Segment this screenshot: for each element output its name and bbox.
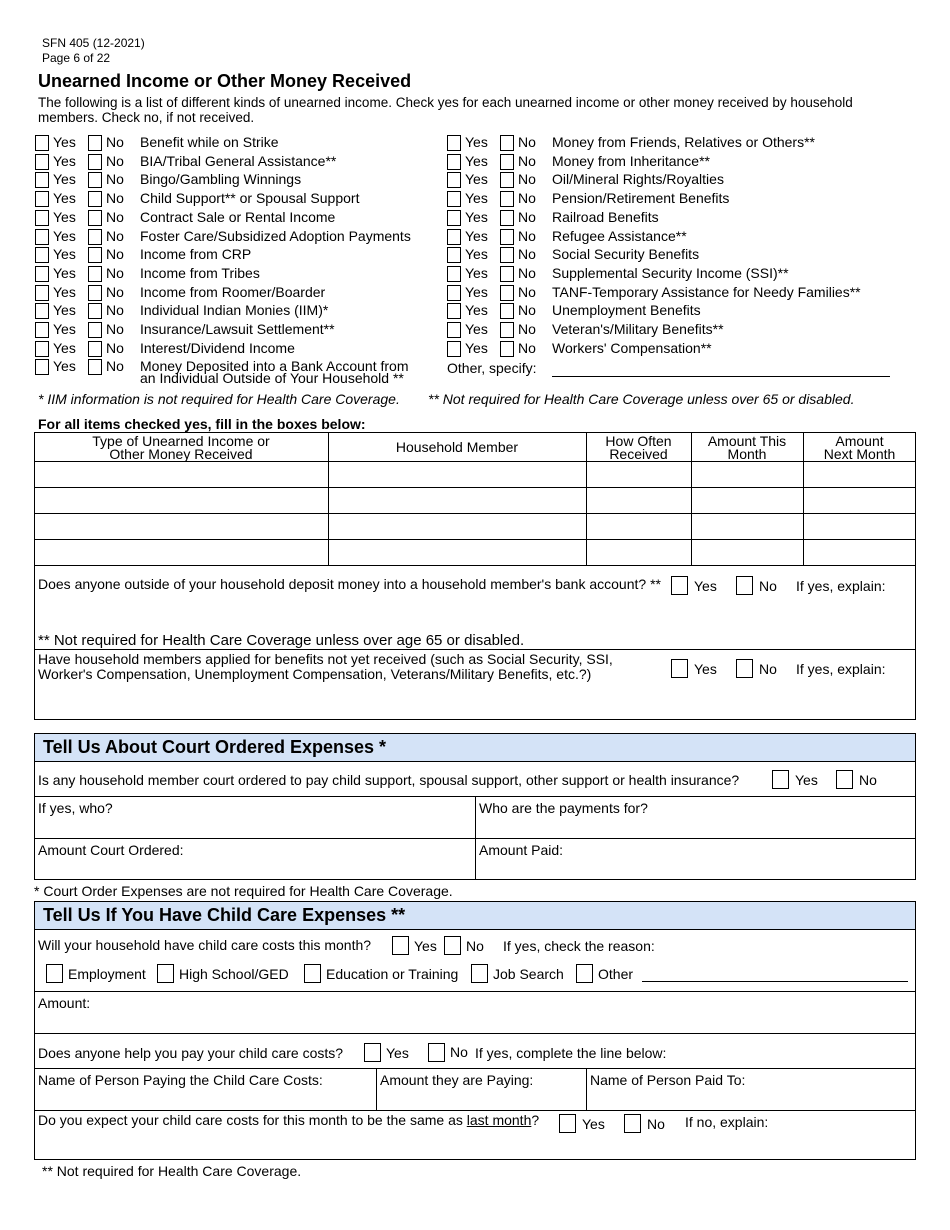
- right-item-8-no-checkbox[interactable]: [500, 285, 514, 301]
- left-item-2-no-checkbox[interactable]: [88, 172, 102, 188]
- left-item-12-label: Money Deposited into a Bank Account from: [140, 358, 409, 374]
- left-item-8-yes-checkbox[interactable]: [35, 285, 49, 301]
- right-item-7-no-label: No: [518, 265, 536, 281]
- left-item-2-yes-checkbox[interactable]: [35, 172, 49, 188]
- right-item-4-no-checkbox[interactable]: [500, 210, 514, 226]
- court-amount-paid-label: Amount Paid:: [479, 842, 564, 858]
- deposit-yes-label: Yes: [694, 578, 717, 594]
- court-yes-checkbox[interactable]: [772, 770, 789, 789]
- right-item-10-no-label: No: [518, 321, 536, 337]
- left-item-11-no-checkbox[interactable]: [88, 341, 102, 357]
- section-title-court: Tell Us About Court Ordered Expenses *: [34, 733, 916, 762]
- col-header-type: Type of Unearned Income or Other Money Received: [92, 433, 270, 462]
- left-item-3-no-checkbox[interactable]: [88, 191, 102, 207]
- right-item-4-no-label: No: [518, 209, 536, 225]
- left-item-7-no-checkbox[interactable]: [88, 266, 102, 282]
- deposit-yes-checkbox[interactable]: [671, 576, 688, 595]
- left-item-9-no-checkbox[interactable]: [88, 303, 102, 319]
- applied-question-line1: Have household members applied for benefits not yet received (such as Social Security, SSI,: [38, 651, 613, 667]
- right-item-9-no-checkbox[interactable]: [500, 303, 514, 319]
- reason-employment-label: Employment: [68, 966, 146, 982]
- right-item-8-label: TANF-Temporary Assistance for Needy Families**: [552, 284, 861, 300]
- right-item-2-yes-label: Yes: [465, 171, 488, 187]
- deposit-question: Does anyone outside of your household deposit money into a household member's bank account? **: [38, 576, 661, 592]
- left-item-4-yes-checkbox[interactable]: [35, 210, 49, 226]
- right-item-7-yes-checkbox[interactable]: [447, 266, 461, 282]
- same-no-label: No: [647, 1116, 665, 1132]
- left-item-0-yes-label: Yes: [53, 134, 76, 150]
- right-item-0-yes-label: Yes: [465, 134, 488, 150]
- left-item-5-no-label: No: [106, 228, 124, 244]
- deposit-note: ** Not required for Health Care Coverage unless over age 65 or disabled.: [38, 632, 525, 649]
- amount-paying-label: Amount they are Paying:: [380, 1072, 534, 1088]
- left-item-1-no-checkbox[interactable]: [88, 154, 102, 170]
- intro-text-line2: members. Check no, if not received.: [38, 110, 255, 125]
- note-hcc: ** Not required for Health Care Coverage unless over 65 or disabled.: [428, 391, 855, 407]
- right-item-11-no-label: No: [518, 340, 536, 356]
- right-item-1-no-checkbox[interactable]: [500, 154, 514, 170]
- right-item-0-no-label: No: [518, 134, 536, 150]
- right-item-5-no-checkbox[interactable]: [500, 229, 514, 245]
- right-item-3-label: Pension/Retirement Benefits: [552, 190, 730, 206]
- help-yes-checkbox[interactable]: [364, 1043, 381, 1062]
- reason-high-school-checkbox[interactable]: [157, 964, 174, 983]
- childcare-note: ** Not required for Health Care Coverage.: [42, 1163, 302, 1179]
- right-item-5-yes-label: Yes: [465, 228, 488, 244]
- court-payments-for-label: Who are the payments for?: [479, 800, 648, 816]
- childcare-amount-label: Amount:: [38, 995, 91, 1011]
- right-item-0-yes-checkbox[interactable]: [447, 135, 461, 151]
- deposit-no-label: No: [759, 578, 777, 594]
- help-question: Does anyone help you pay your child care costs?: [38, 1045, 344, 1061]
- other-specify-line[interactable]: [552, 376, 890, 377]
- applied-no-label: No: [759, 661, 777, 677]
- right-item-4-yes-label: Yes: [465, 209, 488, 225]
- left-item-2-label: Bingo/Gambling Winnings: [140, 171, 302, 187]
- left-item-1-label: BIA/Tribal General Assistance**: [140, 153, 337, 169]
- left-item-4-no-label: No: [106, 209, 124, 225]
- court-amount-ordered-label: Amount Court Ordered:: [38, 842, 184, 858]
- right-item-8-yes-checkbox[interactable]: [447, 285, 461, 301]
- left-item-3-no-label: No: [106, 190, 124, 206]
- right-item-3-no-checkbox[interactable]: [500, 191, 514, 207]
- col-header-amount-next: Amount Next Month: [823, 433, 896, 462]
- right-item-9-label: Unemployment Benefits: [552, 302, 701, 318]
- left-item-8-no-label: No: [106, 284, 124, 300]
- left-item-0-no-label: No: [106, 134, 124, 150]
- section-title-childcare: Tell Us If You Have Child Care Expenses **: [34, 901, 916, 930]
- help-no-label: No: [450, 1044, 468, 1060]
- right-item-2-yes-checkbox[interactable]: [447, 172, 461, 188]
- left-item-8-label: Income from Roomer/Boarder: [140, 284, 326, 300]
- right-item-1-no-label: No: [518, 153, 536, 169]
- fill-instruction: For all items checked yes, fill in the boxes below:: [38, 416, 366, 432]
- childcare-yes-checkbox[interactable]: [392, 936, 409, 955]
- right-item-0-label: Money from Friends, Relatives or Others**: [552, 134, 815, 150]
- left-item-6-no-checkbox[interactable]: [88, 247, 102, 263]
- right-item-8-yes-label: Yes: [465, 284, 488, 300]
- left-item-0-yes-checkbox[interactable]: [35, 135, 49, 151]
- reason-other-line[interactable]: [642, 981, 908, 982]
- same-explain-label: If no, explain:: [685, 1114, 769, 1130]
- right-item-7-no-checkbox[interactable]: [500, 266, 514, 282]
- applied-yes-checkbox[interactable]: [671, 659, 688, 678]
- right-item-0-no-checkbox[interactable]: [500, 135, 514, 151]
- right-item-7-label: Supplemental Security Income (SSI)**: [552, 265, 789, 281]
- right-item-2-no-label: No: [518, 171, 536, 187]
- right-item-10-label: Veteran's/Military Benefits**: [552, 321, 724, 337]
- page-number: Page 6 of 22: [42, 51, 111, 65]
- left-item-6-no-label: No: [106, 246, 124, 262]
- left-item-8-yes-label: Yes: [53, 284, 76, 300]
- right-item-6-yes-checkbox[interactable]: [447, 247, 461, 263]
- right-item-8-no-label: No: [518, 284, 536, 300]
- left-item-10-no-label: No: [106, 321, 124, 337]
- left-item-last-line2: an Individual Outside of Your Household **: [140, 370, 404, 386]
- right-item-1-yes-checkbox[interactable]: [447, 154, 461, 170]
- right-item-10-yes-checkbox[interactable]: [447, 322, 461, 338]
- right-item-7-yes-label: Yes: [465, 265, 488, 281]
- left-item-6-label: Income from CRP: [140, 246, 252, 262]
- left-item-5-no-checkbox[interactable]: [88, 229, 102, 245]
- right-item-11-no-checkbox[interactable]: [500, 341, 514, 357]
- name-paid-to-label: Name of Person Paid To:: [590, 1072, 746, 1088]
- right-item-2-no-checkbox[interactable]: [500, 172, 514, 188]
- childcare-reason-label: If yes, check the reason:: [503, 938, 655, 954]
- left-item-0-no-checkbox[interactable]: [88, 135, 102, 151]
- reason-education-label: Education or Training: [326, 966, 459, 982]
- right-item-6-yes-label: Yes: [465, 246, 488, 262]
- left-item-11-yes-label: Yes: [53, 340, 76, 356]
- left-item-11-yes-checkbox[interactable]: [35, 341, 49, 357]
- help-yes-label: Yes: [386, 1045, 409, 1061]
- left-item-2-no-label: No: [106, 171, 124, 187]
- court-question: Is any household member court ordered to pay child support, spousal support, other support or health insurance?: [38, 772, 740, 788]
- same-cost-question: Do you expect your child care costs for this month to be the same as last month?: [38, 1112, 540, 1128]
- court-no-label: No: [859, 772, 877, 788]
- left-item-9-yes-checkbox[interactable]: [35, 303, 49, 319]
- reason-job-search-checkbox[interactable]: [471, 964, 488, 983]
- left-item-6-yes-checkbox[interactable]: [35, 247, 49, 263]
- reason-high-school-label: High School/GED: [179, 966, 289, 982]
- applied-explain-label: If yes, explain:: [796, 661, 886, 677]
- left-item-8-no-checkbox[interactable]: [88, 285, 102, 301]
- right-item-9-yes-label: Yes: [465, 302, 488, 318]
- left-item-7-yes-checkbox[interactable]: [35, 266, 49, 282]
- right-item-6-label: Social Security Benefits: [552, 246, 700, 262]
- same-no-checkbox[interactable]: [624, 1114, 641, 1133]
- left-item-10-no-checkbox[interactable]: [88, 322, 102, 338]
- note-iim: * IIM information is not required for Health Care Coverage.: [38, 391, 400, 407]
- left-item-3-yes-checkbox[interactable]: [35, 191, 49, 207]
- childcare-no-label: No: [466, 938, 484, 954]
- reason-other-label: Other: [598, 966, 634, 982]
- left-item-7-yes-label: Yes: [53, 265, 76, 281]
- right-item-10-no-checkbox[interactable]: [500, 322, 514, 338]
- left-item-1-yes-checkbox[interactable]: [35, 154, 49, 170]
- left-item-9-yes-label: Yes: [53, 302, 76, 318]
- deposit-explain-label: If yes, explain:: [796, 578, 886, 594]
- left-item-5-yes-checkbox[interactable]: [35, 229, 49, 245]
- court-note: * Court Order Expenses are not required for Health Care Coverage.: [34, 883, 453, 899]
- left-item-7-label: Income from Tribes: [140, 265, 260, 281]
- left-item-3-label: Child Support** or Spousal Support: [140, 190, 360, 206]
- reason-education-checkbox[interactable]: [304, 964, 321, 983]
- right-item-4-yes-checkbox[interactable]: [447, 210, 461, 226]
- right-item-2-label: Oil/Mineral Rights/Royalties: [552, 171, 724, 187]
- left-item-4-yes-label: Yes: [53, 209, 76, 225]
- left-item-12-no-label: No: [106, 358, 124, 374]
- left-item-4-no-checkbox[interactable]: [88, 210, 102, 226]
- right-item-9-no-label: No: [518, 302, 536, 318]
- right-item-9-yes-checkbox[interactable]: [447, 303, 461, 319]
- col-header-amount-this: Amount This Month: [707, 433, 787, 462]
- left-item-12-yes-label: Yes: [53, 358, 76, 374]
- right-item-5-no-label: No: [518, 228, 536, 244]
- court-yes-label: Yes: [795, 772, 818, 788]
- section-title-unearned: Unearned Income or Other Money Received: [38, 71, 412, 91]
- same-yes-checkbox[interactable]: [559, 1114, 576, 1133]
- same-yes-label: Yes: [582, 1116, 605, 1132]
- right-item-11-yes-label: Yes: [465, 340, 488, 356]
- left-item-9-no-label: No: [106, 302, 124, 318]
- left-item-9-label: Individual Indian Monies (IIM)*: [140, 302, 329, 318]
- right-item-11-label: Workers' Compensation**: [552, 340, 712, 356]
- court-no-checkbox[interactable]: [836, 770, 853, 789]
- left-item-4-label: Contract Sale or Rental Income: [140, 209, 336, 225]
- help-no-checkbox[interactable]: [428, 1043, 445, 1062]
- childcare-question: Will your household have child care costs this month?: [38, 937, 372, 953]
- intro-text-line1: The following is a list of different kinds of unearned income. Check yes for each unearned income or other money received by household: [38, 95, 853, 110]
- left-item-11-label: Interest/Dividend Income: [140, 340, 295, 356]
- left-item-0-label: Benefit while on Strike: [140, 134, 279, 150]
- right-item-3-yes-checkbox[interactable]: [447, 191, 461, 207]
- right-item-1-yes-label: Yes: [465, 153, 488, 169]
- right-item-6-no-label: No: [518, 246, 536, 262]
- left-item-10-yes-label: Yes: [53, 321, 76, 337]
- left-item-10-yes-checkbox[interactable]: [35, 322, 49, 338]
- right-item-4-label: Railroad Benefits: [552, 209, 659, 225]
- left-item-2-yes-label: Yes: [53, 171, 76, 187]
- childcare-yes-label: Yes: [414, 938, 437, 954]
- reason-employment-checkbox[interactable]: [46, 964, 63, 983]
- applied-yes-label: Yes: [694, 661, 717, 677]
- applied-no-checkbox[interactable]: [736, 659, 753, 678]
- other-specify-label: Other, specify:: [447, 360, 537, 376]
- left-item-10-label: Insurance/Lawsuit Settlement**: [140, 321, 335, 337]
- form-id: SFN 405 (12-2021): [42, 36, 145, 50]
- right-item-11-yes-checkbox[interactable]: [447, 341, 461, 357]
- left-item-3-yes-label: Yes: [53, 190, 76, 206]
- left-item-6-yes-label: Yes: [53, 246, 76, 262]
- help-complete-label: If yes, complete the line below:: [475, 1045, 667, 1061]
- left-item-5-yes-label: Yes: [53, 228, 76, 244]
- left-item-1-no-label: No: [106, 153, 124, 169]
- right-item-1-label: Money from Inheritance**: [552, 153, 710, 169]
- right-item-6-no-checkbox[interactable]: [500, 247, 514, 263]
- childcare-no-checkbox[interactable]: [444, 936, 461, 955]
- left-item-11-no-label: No: [106, 340, 124, 356]
- right-item-3-yes-label: Yes: [465, 190, 488, 206]
- left-item-12-yes-checkbox[interactable]: [35, 359, 49, 375]
- court-who-label: If yes, who?: [38, 800, 113, 816]
- left-item-1-yes-label: Yes: [53, 153, 76, 169]
- right-item-10-yes-label: Yes: [465, 321, 488, 337]
- left-item-12-no-checkbox[interactable]: [88, 359, 102, 375]
- applied-question-line2: Worker's Compensation, Unemployment Compensation, Veterans/Military Benefits, etc.?): [38, 666, 592, 682]
- deposit-no-checkbox[interactable]: [736, 576, 753, 595]
- right-item-3-no-label: No: [518, 190, 536, 206]
- reason-job-search-label: Job Search: [493, 966, 564, 982]
- right-item-5-yes-checkbox[interactable]: [447, 229, 461, 245]
- right-item-5-label: Refugee Assistance**: [552, 228, 687, 244]
- left-item-7-no-label: No: [106, 265, 124, 281]
- reason-other-checkbox[interactable]: [576, 964, 593, 983]
- name-paying-label: Name of Person Paying the Child Care Costs:: [38, 1072, 323, 1088]
- col-header-member: Household Member: [395, 439, 519, 455]
- left-item-5-label: Foster Care/Subsidized Adoption Payments: [140, 228, 411, 244]
- col-header-how-often: How Often Received: [605, 433, 672, 462]
